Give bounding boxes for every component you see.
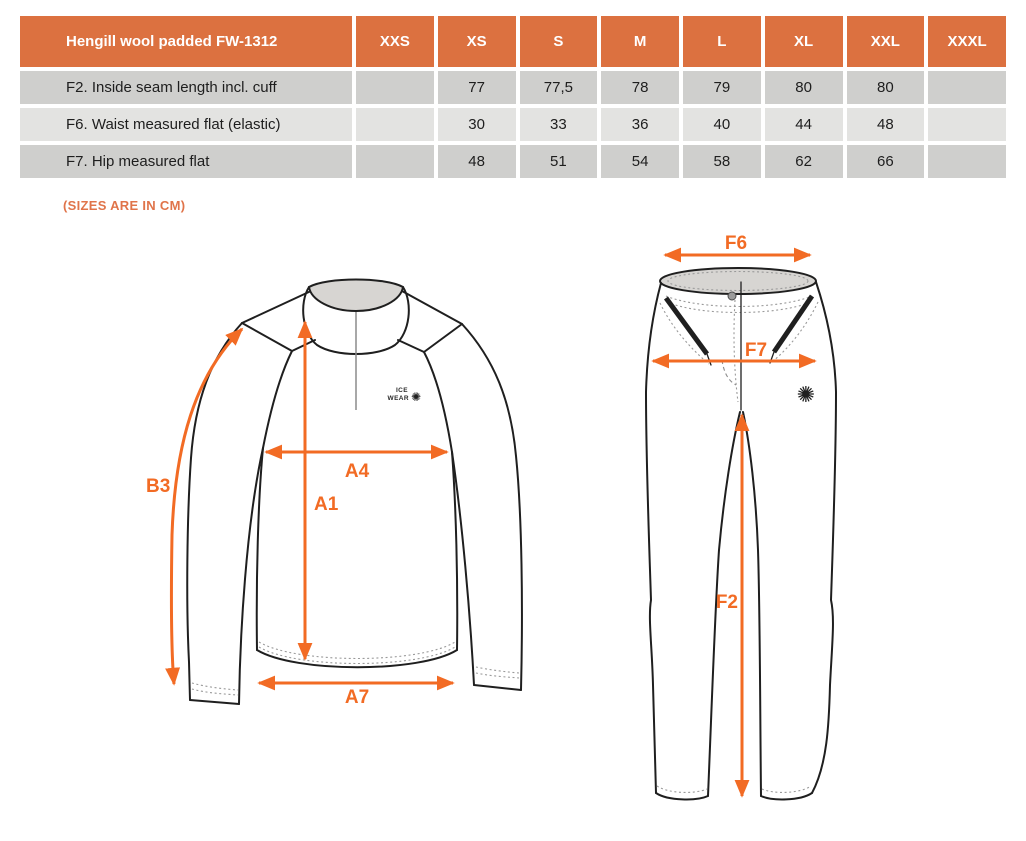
size-header-xl: XL	[765, 16, 843, 67]
sweater-logo-text-line2: WEAR	[387, 395, 409, 402]
table-title: Hengill wool padded FW-1312	[20, 16, 352, 67]
waistband-stitch	[666, 296, 812, 307]
waistband-stitch	[667, 302, 811, 313]
value-cell: 80	[847, 71, 925, 104]
pants-right-outer	[812, 282, 836, 793]
sweater-collar-inside	[309, 280, 403, 312]
size-header-m: M	[601, 16, 679, 67]
fly-j-stitch	[722, 360, 736, 385]
cuff-stitch	[192, 689, 238, 695]
f7-label: F7	[744, 340, 768, 361]
sweater-left-cuff	[190, 700, 239, 704]
value-cell: 30	[438, 108, 516, 141]
value-cell: 44	[765, 108, 843, 141]
waist-button	[728, 292, 736, 300]
left-pocket-stitch	[660, 303, 709, 364]
value-cell: 66	[847, 145, 925, 178]
sweater-left-yoke-seam	[242, 323, 292, 351]
value-cell: 48	[438, 145, 516, 178]
size-header-s: S	[520, 16, 598, 67]
row-label-f2: F2. Inside seam length incl. cuff	[20, 71, 352, 104]
cuff-stitch	[476, 673, 519, 678]
f2-label: F2	[715, 592, 738, 613]
value-cell: 62	[765, 145, 843, 178]
value-cell: 78	[601, 71, 679, 104]
sizes-in-cm-note: (SIZES ARE IN CM)	[63, 198, 186, 213]
sweater-left-shoulder	[242, 291, 311, 323]
value-cell: 36	[601, 108, 679, 141]
size-header-l: L	[683, 16, 761, 67]
size-header-xxxl: XXXL	[928, 16, 1006, 67]
sweater-right-cuff	[474, 685, 521, 690]
a7-label: A7	[344, 687, 370, 708]
hem-stitch	[762, 786, 811, 792]
sweater-left-sleeve-outer	[187, 323, 242, 700]
sweater-right-shoulder	[402, 291, 462, 324]
value-cell: 54	[601, 145, 679, 178]
size-header-xs: XS	[438, 16, 516, 67]
pants-snowflake-icon: ✺	[796, 383, 816, 408]
value-cell: 48	[847, 108, 925, 141]
left-pocket-trim	[666, 298, 707, 354]
value-cell: 40	[683, 108, 761, 141]
value-cell: 80	[765, 71, 843, 104]
pants-waist-opening	[660, 268, 816, 294]
right-pocket-trim	[774, 296, 812, 352]
value-cell: 58	[683, 145, 761, 178]
sweater-snowflake-icon: ✺	[410, 390, 422, 404]
a4-label: A4	[344, 461, 370, 482]
a1-label: A1	[314, 494, 339, 515]
pants-drawing	[646, 233, 836, 799]
b3-label: B3	[146, 476, 171, 497]
value-cell: 77	[438, 71, 516, 104]
sweater-drawing	[146, 280, 522, 709]
pants-left-hem	[656, 793, 708, 799]
fly-stitch	[734, 300, 738, 402]
sweater-left-raglan-seam	[263, 340, 315, 448]
right-pocket-stitch	[772, 302, 818, 362]
cuff-stitch	[476, 667, 519, 673]
f6-label: F6	[724, 233, 748, 254]
size-header-xxs: XXS	[356, 16, 434, 67]
pants-right-inner	[743, 412, 761, 796]
value-cell: 51	[520, 145, 598, 178]
cuff-stitch	[192, 683, 238, 690]
sweater-hem	[257, 650, 457, 667]
row-label-f7: F7. Hip measured flat	[20, 145, 352, 178]
size-header-xxl: XXL	[847, 16, 925, 67]
row-label-f6: F6. Waist measured flat (elastic)	[20, 108, 352, 141]
value-cell: 77,5	[520, 71, 598, 104]
value-cell: 79	[683, 71, 761, 104]
hem-stitch	[259, 642, 455, 659]
sweater-logo-text-line1: ICE	[395, 387, 408, 394]
value-cell: 33	[520, 108, 598, 141]
sweater-right-yoke-seam	[424, 324, 462, 352]
hem-stitch	[657, 786, 707, 792]
pants-right-hem	[761, 793, 812, 799]
